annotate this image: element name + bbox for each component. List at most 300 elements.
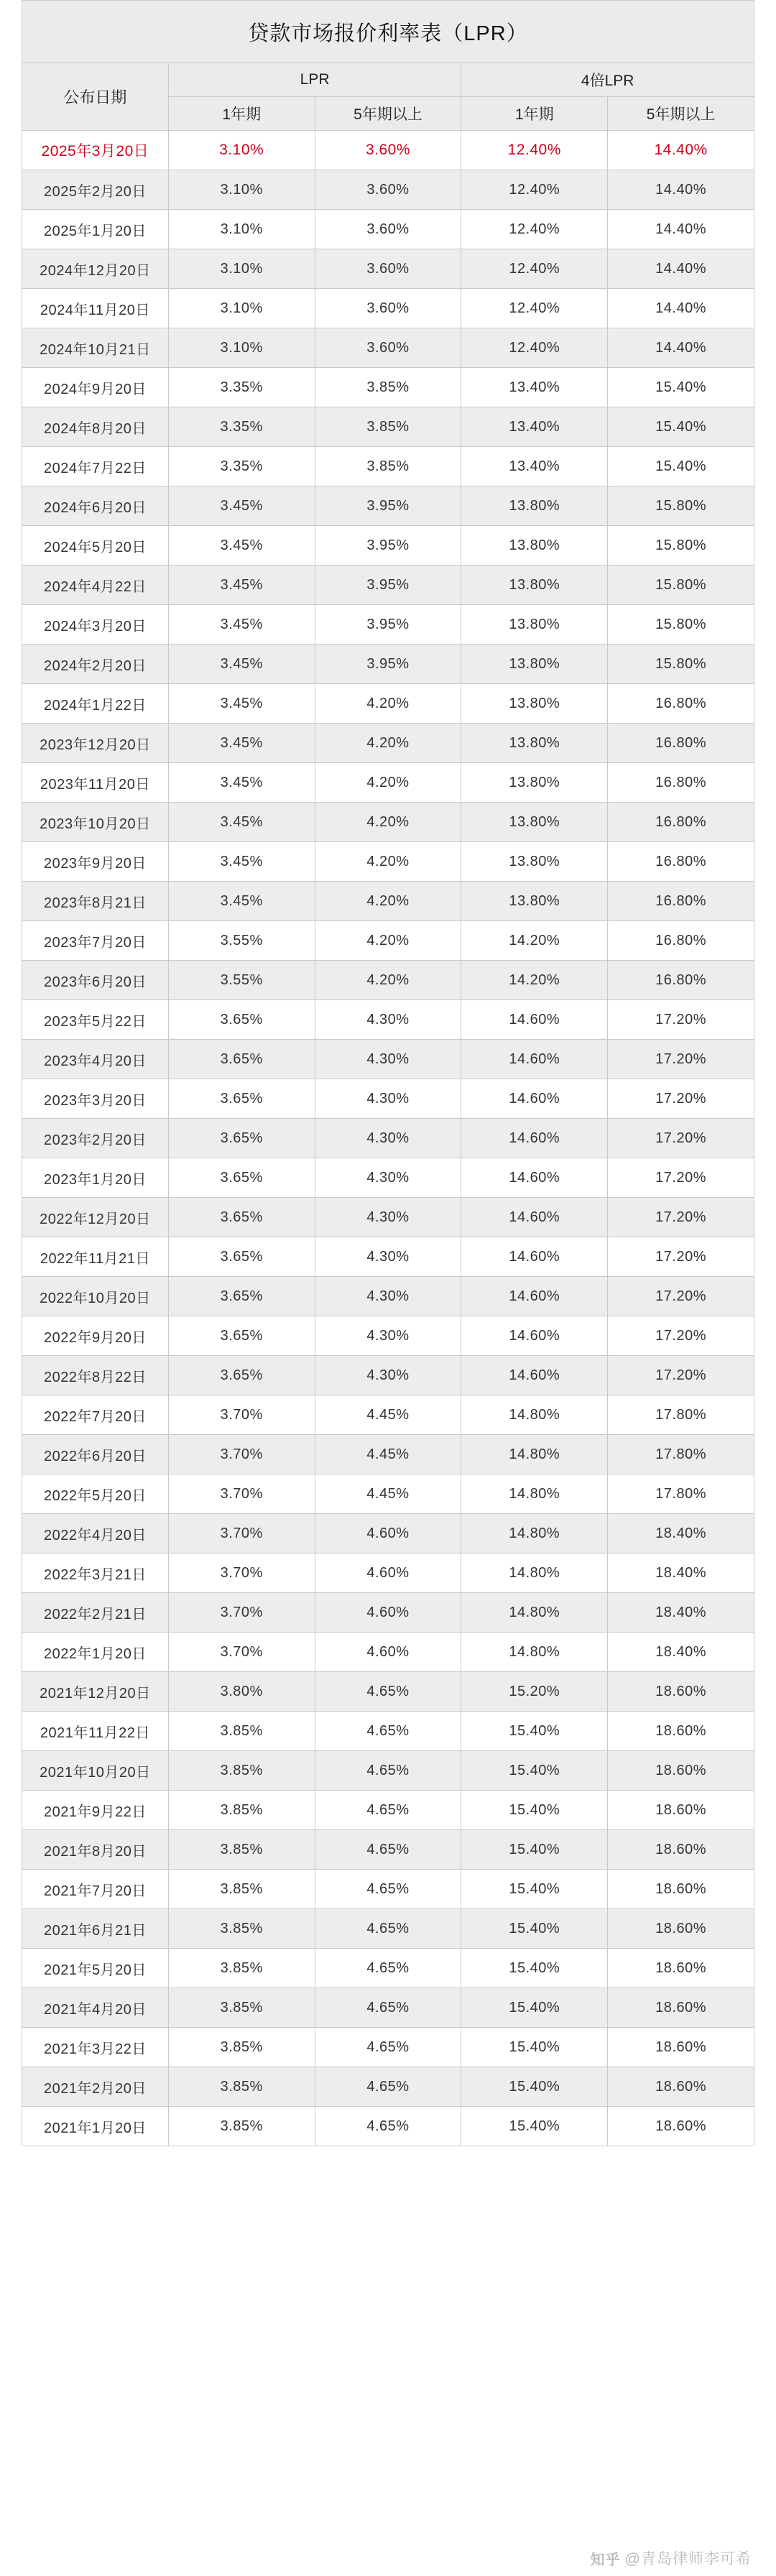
cell-date: 2021年9月22日 (22, 1791, 169, 1830)
cell-date: 2024年8月20日 (22, 407, 169, 447)
cell-4x-1y: 14.20% (461, 961, 608, 1000)
cell-lpr-5y: 3.60% (315, 328, 461, 368)
cell-4x-5y: 16.80% (608, 921, 754, 961)
cell-lpr-1y: 3.45% (168, 684, 315, 724)
table-row (22, 1158, 754, 1198)
cell-lpr-5y: 4.65% (315, 1830, 461, 1870)
cell-lpr-5y: 4.65% (315, 1712, 461, 1751)
cell-4x-5y: 15.80% (608, 565, 754, 605)
cell-date: 2022年12月20日 (22, 1198, 169, 1237)
cell-date: 2021年2月20日 (22, 2067, 169, 2107)
cell-4x-5y: 14.40% (608, 170, 754, 210)
cell-4x-1y: 14.80% (461, 1633, 608, 1672)
cell-4x-5y: 16.80% (608, 724, 754, 763)
cell-lpr-1y: 3.65% (168, 1356, 315, 1395)
table-row (22, 2028, 754, 2067)
cell-4x-5y: 16.80% (608, 842, 754, 882)
table-row (22, 1395, 754, 1435)
table-row (22, 526, 754, 565)
cell-4x-5y: 17.20% (608, 1198, 754, 1237)
column-header-4x-1y: 1年期 (461, 97, 608, 131)
cell-4x-5y: 18.60% (608, 1909, 754, 1949)
cell-4x-5y: 17.20% (608, 1316, 754, 1356)
cell-lpr-5y: 3.60% (315, 289, 461, 328)
cell-date: 2021年8月20日 (22, 1830, 169, 1870)
cell-lpr-1y: 3.85% (168, 1949, 315, 1988)
cell-lpr-1y: 3.70% (168, 1593, 315, 1633)
cell-4x-1y: 12.40% (461, 249, 608, 289)
cell-date: 2024年7月22日 (22, 447, 169, 486)
cell-4x-5y: 14.40% (608, 249, 754, 289)
cell-lpr-5y: 4.60% (315, 1593, 461, 1633)
cell-lpr-5y: 4.65% (315, 1751, 461, 1791)
cell-date: 2022年2月21日 (22, 1593, 169, 1633)
cell-date: 2021年6月21日 (22, 1909, 169, 1949)
cell-4x-5y: 17.20% (608, 1079, 754, 1119)
cell-lpr-1y: 3.45% (168, 763, 315, 803)
cell-4x-1y: 15.40% (461, 1949, 608, 1988)
cell-lpr-5y: 3.95% (315, 605, 461, 645)
table-row (22, 645, 754, 684)
cell-4x-1y: 13.80% (461, 486, 608, 526)
cell-lpr-5y: 3.95% (315, 645, 461, 684)
cell-date: 2023年11月20日 (22, 763, 169, 803)
cell-lpr-1y: 3.80% (168, 1672, 315, 1712)
table-row (22, 328, 754, 368)
cell-lpr-1y: 3.45% (168, 803, 315, 842)
cell-lpr-1y: 3.85% (168, 1830, 315, 1870)
cell-date: 2024年2月20日 (22, 645, 169, 684)
cell-date: 2024年3月20日 (22, 605, 169, 645)
table-row (22, 131, 754, 170)
table-row (22, 724, 754, 763)
cell-lpr-1y: 3.55% (168, 961, 315, 1000)
cell-lpr-5y: 4.20% (315, 803, 461, 842)
table-row (22, 289, 754, 328)
cell-4x-1y: 12.40% (461, 131, 608, 170)
cell-4x-5y: 15.80% (608, 605, 754, 645)
cell-date: 2022年5月20日 (22, 1474, 169, 1514)
cell-4x-5y: 17.20% (608, 1000, 754, 1040)
cell-date: 2025年2月20日 (22, 170, 169, 210)
cell-4x-5y: 14.40% (608, 131, 754, 170)
cell-4x-1y: 13.80% (461, 684, 608, 724)
table-row (22, 1514, 754, 1554)
cell-4x-1y: 14.60% (461, 1000, 608, 1040)
table-row (22, 1870, 754, 1909)
cell-4x-1y: 13.80% (461, 565, 608, 605)
cell-4x-5y: 14.40% (608, 210, 754, 249)
cell-4x-1y: 14.60% (461, 1356, 608, 1395)
cell-4x-1y: 15.40% (461, 2028, 608, 2067)
cell-4x-5y: 17.20% (608, 1356, 754, 1395)
cell-lpr-5y: 3.85% (315, 368, 461, 407)
table-row (22, 1791, 754, 1830)
cell-4x-1y: 12.40% (461, 289, 608, 328)
table-row (22, 565, 754, 605)
cell-lpr-1y: 3.65% (168, 1277, 315, 1316)
cell-lpr-5y: 4.60% (315, 1554, 461, 1593)
page-title: 贷款市场报价利率表（LPR） (22, 1, 754, 63)
cell-lpr-1y: 3.65% (168, 1000, 315, 1040)
cell-lpr-1y: 3.85% (168, 1751, 315, 1791)
watermark (591, 2547, 752, 2569)
cell-4x-5y: 16.80% (608, 684, 754, 724)
cell-4x-5y: 14.40% (608, 328, 754, 368)
cell-lpr-5y: 4.20% (315, 724, 461, 763)
cell-lpr-1y: 3.10% (168, 170, 315, 210)
cell-4x-5y: 18.60% (608, 1672, 754, 1712)
cell-lpr-1y: 3.65% (168, 1040, 315, 1079)
cell-lpr-5y: 4.60% (315, 1514, 461, 1554)
table-row (22, 1198, 754, 1237)
table-row (22, 1119, 754, 1158)
table-row (22, 407, 754, 447)
cell-4x-1y: 15.40% (461, 1791, 608, 1830)
cell-lpr-5y: 3.85% (315, 447, 461, 486)
table-row (22, 1079, 754, 1119)
lpr-table-container (22, 0, 754, 2146)
cell-4x-5y: 18.40% (608, 1554, 754, 1593)
cell-lpr-5y: 4.30% (315, 1000, 461, 1040)
cell-lpr-1y: 3.10% (168, 328, 315, 368)
table-row (22, 763, 754, 803)
cell-date: 2022年9月20日 (22, 1316, 169, 1356)
cell-lpr-5y: 4.30% (315, 1277, 461, 1316)
cell-4x-5y: 18.60% (608, 1791, 754, 1830)
cell-4x-5y: 18.60% (608, 2107, 754, 2146)
table-row (22, 1633, 754, 1672)
table-row (22, 1712, 754, 1751)
cell-4x-1y: 13.80% (461, 842, 608, 882)
cell-date: 2025年1月20日 (22, 210, 169, 249)
cell-4x-1y: 14.60% (461, 1040, 608, 1079)
cell-date: 2021年5月20日 (22, 1949, 169, 1988)
cell-lpr-5y: 3.95% (315, 486, 461, 526)
cell-lpr-1y: 3.70% (168, 1435, 315, 1474)
cell-lpr-5y: 4.65% (315, 2107, 461, 2146)
cell-lpr-5y: 4.65% (315, 2028, 461, 2067)
cell-lpr-5y: 4.65% (315, 1909, 461, 1949)
cell-date: 2024年11月20日 (22, 289, 169, 328)
zhihu-logo-icon: 知乎 (590, 2552, 621, 2568)
cell-4x-5y: 15.40% (608, 407, 754, 447)
cell-date: 2022年10月20日 (22, 1277, 169, 1316)
cell-4x-5y: 18.60% (608, 2067, 754, 2107)
column-header-date: 公布日期 (22, 63, 169, 131)
cell-4x-1y: 14.60% (461, 1079, 608, 1119)
cell-date: 2022年1月20日 (22, 1633, 169, 1672)
cell-lpr-1y: 3.85% (168, 1870, 315, 1909)
cell-4x-1y: 15.40% (461, 1712, 608, 1751)
cell-4x-5y: 15.80% (608, 526, 754, 565)
cell-4x-1y: 13.80% (461, 645, 608, 684)
table-row (22, 486, 754, 526)
cell-4x-5y: 16.80% (608, 763, 754, 803)
cell-lpr-5y: 3.95% (315, 526, 461, 565)
cell-4x-1y: 15.40% (461, 2107, 608, 2146)
cell-4x-1y: 15.40% (461, 1830, 608, 1870)
cell-4x-1y: 15.40% (461, 1988, 608, 2028)
title-row (22, 1, 754, 63)
table-row (22, 1474, 754, 1514)
cell-4x-5y: 18.60% (608, 1751, 754, 1791)
cell-4x-1y: 13.80% (461, 882, 608, 921)
cell-4x-5y: 18.60% (608, 1712, 754, 1751)
cell-4x-1y: 14.60% (461, 1237, 608, 1277)
cell-lpr-1y: 3.45% (168, 724, 315, 763)
cell-date: 2024年6月20日 (22, 486, 169, 526)
cell-4x-1y: 13.80% (461, 605, 608, 645)
cell-lpr-1y: 3.85% (168, 1909, 315, 1949)
cell-4x-1y: 13.80% (461, 763, 608, 803)
cell-4x-5y: 17.20% (608, 1040, 754, 1079)
cell-lpr-1y: 3.65% (168, 1158, 315, 1198)
cell-date: 2022年4月20日 (22, 1514, 169, 1554)
cell-date: 2023年9月20日 (22, 842, 169, 882)
cell-4x-5y: 18.60% (608, 1870, 754, 1909)
table-row (22, 1356, 754, 1395)
cell-lpr-5y: 4.20% (315, 684, 461, 724)
cell-4x-5y: 15.40% (608, 447, 754, 486)
table-row (22, 1593, 754, 1633)
cell-date: 2024年9月20日 (22, 368, 169, 407)
cell-4x-1y: 14.80% (461, 1514, 608, 1554)
cell-lpr-1y: 3.45% (168, 842, 315, 882)
cell-lpr-5y: 4.20% (315, 842, 461, 882)
table-header (22, 1, 754, 131)
cell-lpr-1y: 3.85% (168, 2107, 315, 2146)
cell-4x-5y: 18.40% (608, 1514, 754, 1554)
cell-date: 2023年1月20日 (22, 1158, 169, 1198)
cell-lpr-1y: 3.85% (168, 1712, 315, 1751)
cell-lpr-5y: 3.60% (315, 210, 461, 249)
column-group-4x-lpr: 4倍LPR (461, 63, 754, 97)
table-body (22, 131, 754, 2146)
table-row (22, 1435, 754, 1474)
cell-lpr-1y: 3.70% (168, 1514, 315, 1554)
cell-4x-1y: 14.60% (461, 1158, 608, 1198)
cell-4x-1y: 15.40% (461, 2067, 608, 2107)
cell-4x-1y: 12.40% (461, 328, 608, 368)
cell-4x-1y: 13.80% (461, 803, 608, 842)
column-header-lpr-1y: 1年期 (168, 97, 315, 131)
cell-lpr-1y: 3.35% (168, 447, 315, 486)
cell-lpr-5y: 4.65% (315, 2067, 461, 2107)
cell-4x-5y: 17.20% (608, 1277, 754, 1316)
cell-lpr-5y: 4.30% (315, 1079, 461, 1119)
cell-4x-1y: 15.40% (461, 1870, 608, 1909)
cell-date: 2021年3月22日 (22, 2028, 169, 2067)
cell-lpr-1y: 3.10% (168, 210, 315, 249)
cell-4x-1y: 12.40% (461, 170, 608, 210)
cell-lpr-5y: 4.30% (315, 1316, 461, 1356)
table-row (22, 1751, 754, 1791)
cell-lpr-1y: 3.85% (168, 2028, 315, 2067)
cell-date: 2024年4月22日 (22, 565, 169, 605)
cell-4x-1y: 14.60% (461, 1119, 608, 1158)
cell-lpr-1y: 3.55% (168, 921, 315, 961)
cell-4x-1y: 15.40% (461, 1751, 608, 1791)
cell-lpr-5y: 4.60% (315, 1633, 461, 1672)
header-group-row (22, 63, 754, 97)
cell-lpr-5y: 3.95% (315, 565, 461, 605)
cell-date: 2023年7月20日 (22, 921, 169, 961)
cell-4x-5y: 18.40% (608, 1633, 754, 1672)
cell-lpr-5y: 4.20% (315, 921, 461, 961)
cell-4x-5y: 15.40% (608, 368, 754, 407)
cell-lpr-5y: 4.30% (315, 1198, 461, 1237)
cell-4x-1y: 12.40% (461, 210, 608, 249)
table-row (22, 605, 754, 645)
cell-4x-1y: 14.60% (461, 1316, 608, 1356)
table-row (22, 803, 754, 842)
table-row (22, 882, 754, 921)
cell-lpr-1y: 3.10% (168, 289, 315, 328)
table-row (22, 921, 754, 961)
cell-4x-1y: 13.40% (461, 407, 608, 447)
cell-date: 2024年12月20日 (22, 249, 169, 289)
table-row (22, 447, 754, 486)
table-row (22, 1909, 754, 1949)
cell-4x-5y: 17.80% (608, 1395, 754, 1435)
cell-4x-1y: 14.80% (461, 1474, 608, 1514)
cell-4x-1y: 14.80% (461, 1395, 608, 1435)
table-row (22, 170, 754, 210)
cell-lpr-5y: 4.30% (315, 1119, 461, 1158)
cell-date: 2023年4月20日 (22, 1040, 169, 1079)
cell-lpr-5y: 4.65% (315, 1988, 461, 2028)
cell-lpr-5y: 4.65% (315, 1949, 461, 1988)
cell-4x-1y: 14.80% (461, 1435, 608, 1474)
cell-4x-5y: 14.40% (608, 289, 754, 328)
cell-lpr-5y: 3.60% (315, 131, 461, 170)
column-group-lpr: LPR (168, 63, 461, 97)
cell-4x-5y: 17.20% (608, 1158, 754, 1198)
cell-lpr-5y: 3.60% (315, 249, 461, 289)
table-row (22, 684, 754, 724)
cell-date: 2023年5月22日 (22, 1000, 169, 1040)
cell-date: 2024年5月20日 (22, 526, 169, 565)
table-row (22, 1237, 754, 1277)
table-row (22, 1316, 754, 1356)
table-row (22, 1277, 754, 1316)
cell-4x-5y: 15.80% (608, 486, 754, 526)
table-row (22, 1000, 754, 1040)
table-row (22, 961, 754, 1000)
cell-lpr-5y: 4.45% (315, 1474, 461, 1514)
cell-date: 2023年8月21日 (22, 882, 169, 921)
cell-lpr-5y: 4.30% (315, 1158, 461, 1198)
cell-lpr-5y: 4.20% (315, 763, 461, 803)
cell-lpr-5y: 4.20% (315, 882, 461, 921)
cell-lpr-1y: 3.45% (168, 605, 315, 645)
cell-date: 2021年1月20日 (22, 2107, 169, 2146)
column-header-4x-5y: 5年期以上 (608, 97, 754, 131)
table-row (22, 1988, 754, 2028)
cell-4x-5y: 15.80% (608, 645, 754, 684)
table-row (22, 1672, 754, 1712)
cell-lpr-5y: 4.30% (315, 1040, 461, 1079)
cell-lpr-1y: 3.45% (168, 565, 315, 605)
cell-lpr-1y: 3.85% (168, 1988, 315, 2028)
cell-lpr-1y: 3.65% (168, 1198, 315, 1237)
cell-4x-5y: 18.60% (608, 1949, 754, 1988)
table-row (22, 1830, 754, 1870)
cell-date: 2021年12月20日 (22, 1672, 169, 1712)
cell-lpr-5y: 4.45% (315, 1435, 461, 1474)
lpr-table (22, 0, 754, 2146)
cell-lpr-5y: 4.65% (315, 1672, 461, 1712)
cell-lpr-5y: 3.85% (315, 407, 461, 447)
cell-date: 2021年7月20日 (22, 1870, 169, 1909)
table-row (22, 1949, 754, 1988)
cell-4x-1y: 14.80% (461, 1593, 608, 1633)
cell-date: 2023年2月20日 (22, 1119, 169, 1158)
cell-4x-5y: 17.20% (608, 1237, 754, 1277)
cell-date: 2022年3月21日 (22, 1554, 169, 1593)
cell-date: 2023年3月20日 (22, 1079, 169, 1119)
table-row (22, 368, 754, 407)
cell-date: 2024年1月22日 (22, 684, 169, 724)
cell-4x-5y: 17.80% (608, 1474, 754, 1514)
cell-4x-5y: 18.60% (608, 1830, 754, 1870)
cell-lpr-1y: 3.85% (168, 1791, 315, 1830)
cell-lpr-5y: 4.45% (315, 1395, 461, 1435)
table-row (22, 2107, 754, 2146)
cell-4x-1y: 14.60% (461, 1277, 608, 1316)
table-row (22, 2067, 754, 2107)
table-row (22, 1554, 754, 1593)
cell-date: 2022年8月22日 (22, 1356, 169, 1395)
cell-4x-5y: 17.80% (608, 1435, 754, 1474)
cell-lpr-5y: 4.30% (315, 1237, 461, 1277)
table-row (22, 249, 754, 289)
cell-lpr-5y: 4.20% (315, 961, 461, 1000)
cell-lpr-1y: 3.45% (168, 645, 315, 684)
table-row (22, 842, 754, 882)
cell-lpr-1y: 3.70% (168, 1554, 315, 1593)
cell-4x-1y: 15.20% (461, 1672, 608, 1712)
cell-date: 2022年11月21日 (22, 1237, 169, 1277)
cell-date: 2022年7月20日 (22, 1395, 169, 1435)
cell-lpr-5y: 4.65% (315, 1791, 461, 1830)
cell-lpr-1y: 3.65% (168, 1119, 315, 1158)
cell-lpr-5y: 3.60% (315, 170, 461, 210)
cell-4x-1y: 13.40% (461, 447, 608, 486)
cell-4x-1y: 14.80% (461, 1554, 608, 1593)
cell-lpr-1y: 3.10% (168, 249, 315, 289)
cell-lpr-5y: 4.30% (315, 1356, 461, 1395)
cell-lpr-1y: 3.65% (168, 1237, 315, 1277)
cell-4x-1y: 15.40% (461, 1909, 608, 1949)
table-row (22, 1040, 754, 1079)
cell-4x-5y: 17.20% (608, 1119, 754, 1158)
cell-lpr-1y: 3.70% (168, 1474, 315, 1514)
table-row (22, 210, 754, 249)
cell-date: 2023年6月20日 (22, 961, 169, 1000)
cell-4x-5y: 16.80% (608, 803, 754, 842)
cell-4x-5y: 18.60% (608, 1988, 754, 2028)
cell-date: 2021年4月20日 (22, 1988, 169, 2028)
cell-date: 2023年12月20日 (22, 724, 169, 763)
cell-4x-1y: 13.40% (461, 368, 608, 407)
cell-date: 2023年10月20日 (22, 803, 169, 842)
cell-4x-5y: 18.60% (608, 2028, 754, 2067)
cell-lpr-1y: 3.85% (168, 2067, 315, 2107)
cell-lpr-5y: 4.65% (315, 1870, 461, 1909)
cell-lpr-1y: 3.70% (168, 1395, 315, 1435)
